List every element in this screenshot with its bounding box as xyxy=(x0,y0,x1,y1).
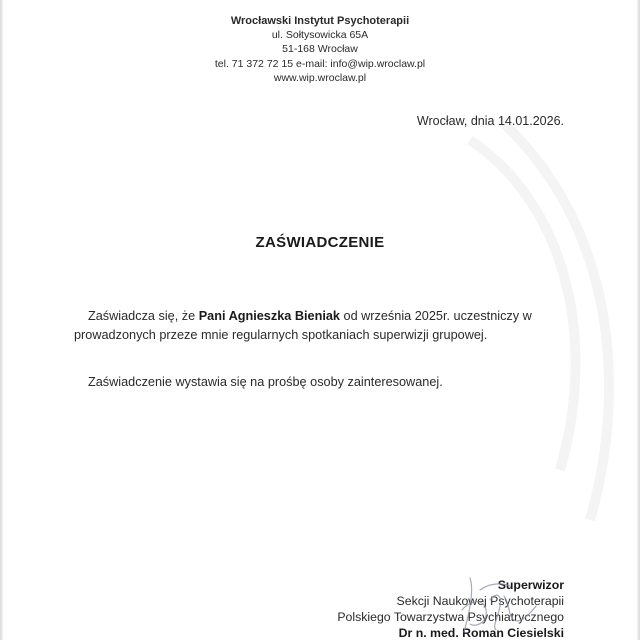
issue-date: Wrocław, dnia 14.01.2026. xyxy=(416,114,564,128)
signature-block xyxy=(224,577,564,640)
signatory-role: Superwizor xyxy=(497,578,564,592)
institute-street: ul. Sołtysowicka 65A xyxy=(271,29,369,42)
signatory-section: Sekcji Naukowej Psychoterapii xyxy=(396,594,564,608)
paragraph-rest: od września 2025r. uczestniczy w xyxy=(339,309,532,323)
certificate-paragraph xyxy=(74,307,566,345)
letterhead xyxy=(130,14,510,85)
participant-name: Pani Agnieszka Bieniak xyxy=(198,309,340,323)
purpose-paragraph: Zaświadczenie wystawia się na prośbę osoby zainteresowanej. xyxy=(88,375,443,389)
page-edge-left xyxy=(0,0,3,640)
paragraph-line-1 xyxy=(74,307,566,326)
institute-contact: tel. 71 372 72 15 e-mail: info@wip.wroclaw.pl xyxy=(214,57,426,70)
paragraph-line-2: prowadzonych przeze mnie regularnych spotkaniach superwizji grupowej. xyxy=(74,328,488,342)
institute-name: Wrocławski Instytut Psychoterapii xyxy=(230,15,410,27)
signatory-name: Dr n. med. Roman Ciesielski xyxy=(398,626,564,640)
signatory-society: Polskiego Towarzystwa Psychiatrycznego xyxy=(337,610,564,624)
institute-website: www.wip.wroclaw.pl xyxy=(273,71,367,84)
institute-city: 51-168 Wrocław xyxy=(282,43,358,56)
document-title: ZAŚWIADCZENIE xyxy=(255,234,385,251)
paragraph-start: Zaświadcza się, że xyxy=(88,309,199,323)
